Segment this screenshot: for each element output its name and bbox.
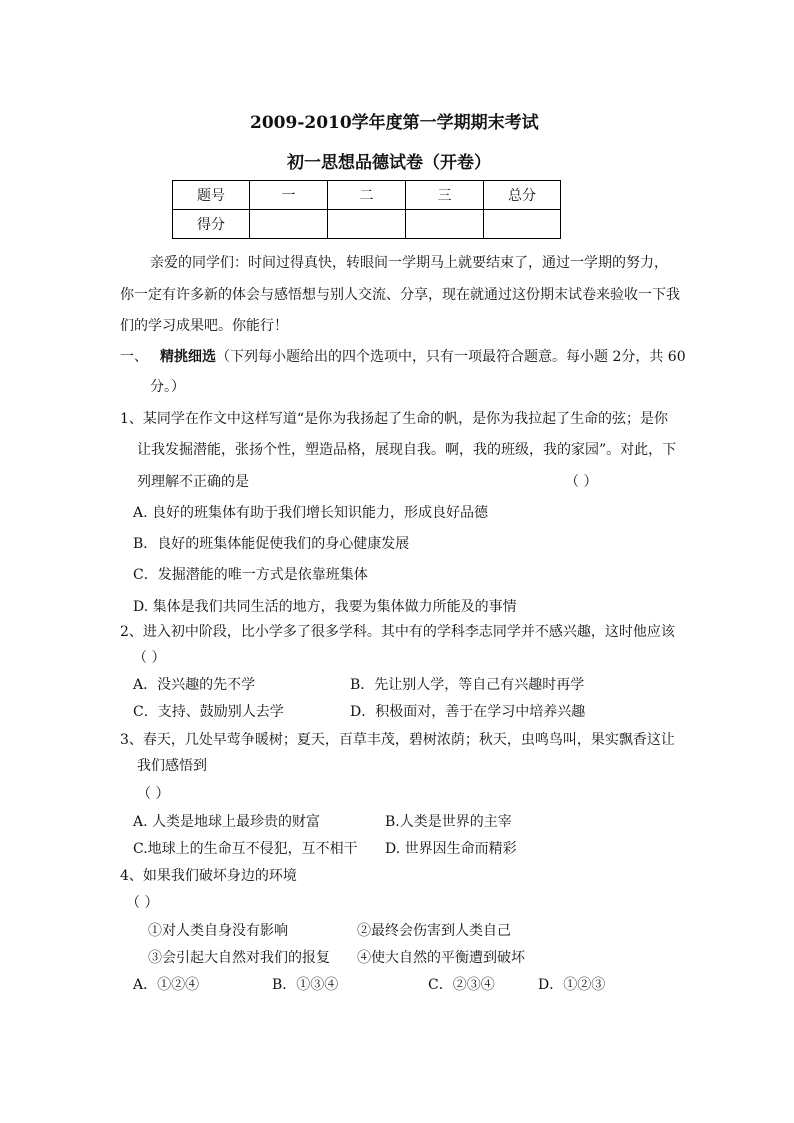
option: A．没兴趣的先不学 — [133, 677, 256, 693]
score-row-label: 得分 — [173, 210, 250, 239]
question-line: 列理解不正确的是 — [137, 474, 249, 490]
answer-bracket[interactable]: （ ） — [126, 895, 159, 911]
score-table-header-row — [173, 181, 561, 210]
score-table-header: 三 — [406, 181, 484, 210]
option: D. 集体是我们共同生活的地方，我要为集体做力所能及的事情 — [133, 599, 517, 615]
question-line: 我们感悟到 — [137, 758, 207, 774]
section-name: 精挑细选 — [160, 349, 216, 365]
intro-line: 们的学习成果吧。你能行！ — [120, 318, 288, 334]
score-cell[interactable] — [484, 210, 561, 239]
statement: ①对人类自身没有影响 — [148, 923, 288, 939]
question-line: 2、进入初中阶段，比小学多了很多学科。其中有的学科李志同学并不感兴趣，这时他应该 — [120, 624, 675, 640]
answer-bracket[interactable]: （ ） — [137, 786, 170, 802]
score-table-header: 总分 — [484, 181, 561, 210]
section-number: 一、 — [120, 349, 148, 365]
score-table-row — [173, 210, 561, 239]
answer-bracket[interactable]: （ ） — [565, 474, 598, 490]
score-table-header: 题号 — [173, 181, 250, 210]
intro-line: 亲爱的同学们：时间过得真快，转眼间一学期马上就要结束了，通过一学期的努力， — [150, 255, 668, 271]
section-instruction-cont: 分。） — [150, 379, 185, 395]
option: D. 世界因生命而精彩 — [385, 841, 517, 857]
option: A．①②④ — [133, 977, 200, 993]
option: C.地球上的生命互不侵犯，互不相干 — [133, 841, 358, 857]
option: B．先让别人学，等自己有兴趣时再学 — [350, 677, 585, 693]
option: C．②③④ — [428, 977, 495, 993]
question-line: 4、如果我们破坏身边的环境 — [120, 868, 297, 884]
option: B.人类是世界的主宰 — [385, 814, 512, 830]
score-table — [172, 180, 561, 239]
option: B．良好的班集体能促使我们的身心健康发展 — [133, 536, 410, 552]
answer-bracket[interactable]: （ ） — [133, 650, 166, 666]
section-heading — [120, 346, 686, 366]
option: D．①②③ — [538, 977, 606, 993]
question-line: 1、某同学在作文中这样写道“是你为我扬起了生命的帆，是你为我拉起了生命的弦；是你 — [120, 411, 669, 427]
option: D．积极面对，善于在学习中培养兴趣 — [350, 704, 586, 720]
statement: ②最终会伤害到人类自己 — [357, 923, 511, 939]
exam-subtitle: 初一思想品德试卷（开卷） — [287, 153, 491, 173]
option: A. 良好的班集体有助于我们增长知识能力，形成良好品德 — [133, 505, 489, 521]
statement: ③会引起大自然对我们的报复 — [148, 950, 330, 966]
score-cell[interactable] — [250, 210, 328, 239]
intro-line: 你一定有许多新的体会与感悟想与别人交流、分享，现在就通过这份期末试卷来验收一下我 — [120, 287, 680, 303]
score-table-header: 二 — [328, 181, 406, 210]
question-line: 让我发掘潜能，张扬个性，塑造品格，展现自我。啊，我的班级，我的家园”。对此，下 — [137, 442, 677, 458]
option: B．①③④ — [272, 977, 339, 993]
section-instruction: （下列每小题给出的四个选项中，只有一项最符合题意。每小题 2分，共 60 — [216, 349, 686, 365]
score-cell[interactable] — [406, 210, 484, 239]
option: A. 人类是地球上最珍贵的财富 — [133, 814, 321, 830]
option: C．支持、鼓励别人去学 — [133, 704, 284, 720]
score-cell[interactable] — [328, 210, 406, 239]
option: C．发掘潜能的唯一方式是依靠班集体 — [133, 567, 368, 583]
score-table-header: 一 — [250, 181, 328, 210]
statement: ④使大自然的平衡遭到破坏 — [357, 950, 525, 966]
exam-title: 2009-2010学年度第一学期期末考试 — [250, 113, 539, 133]
question-line: 3、春天，几处早莺争暖树；夏天，百草丰茂，碧树浓荫；秋天，虫鸣鸟叫，果实飘香这让 — [120, 732, 675, 748]
